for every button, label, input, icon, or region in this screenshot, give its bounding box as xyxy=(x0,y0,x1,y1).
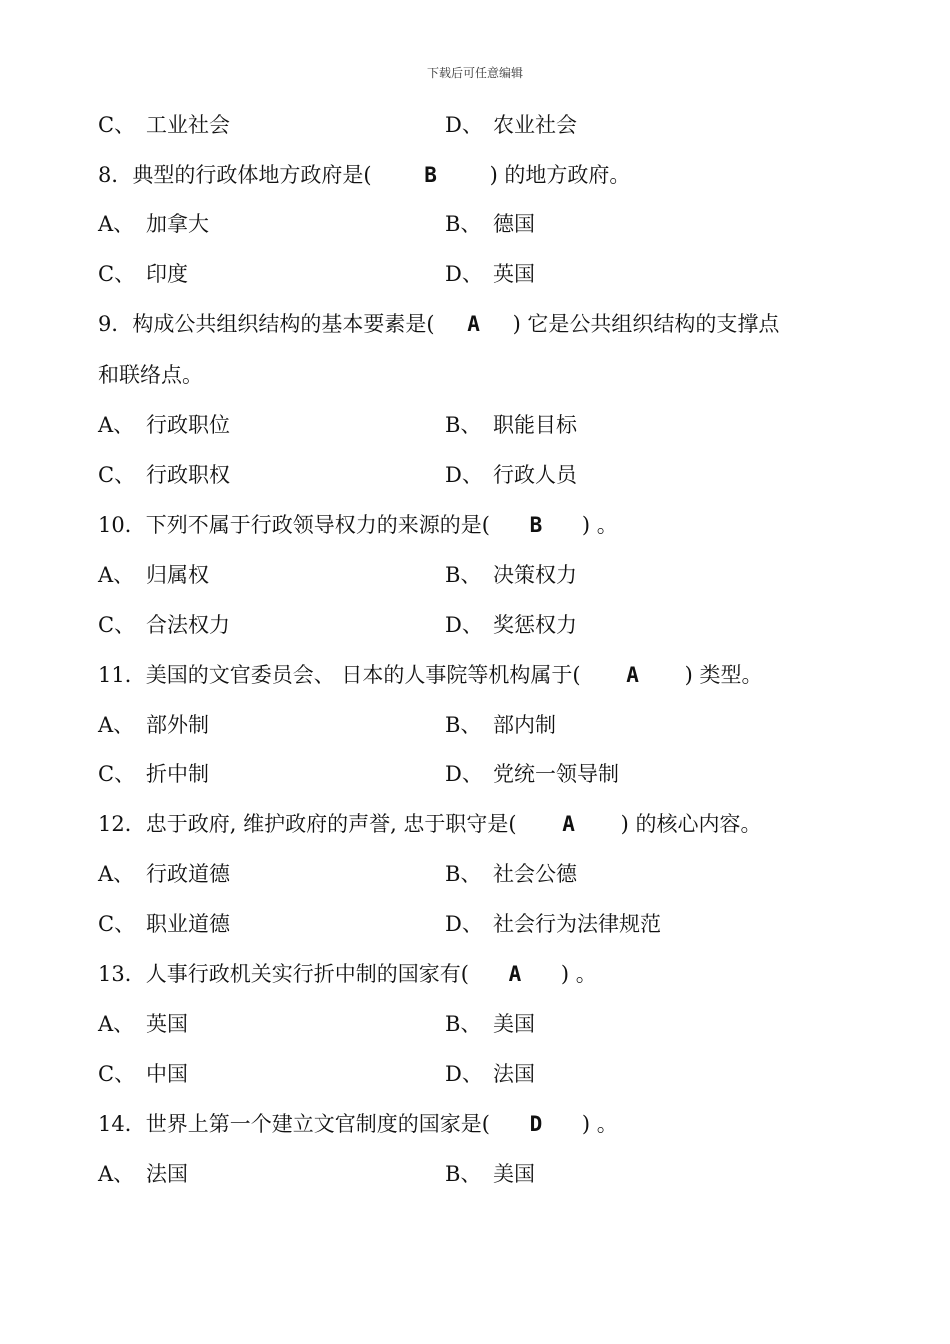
option-c xyxy=(98,909,230,939)
option-text: 英国 xyxy=(146,1012,188,1036)
option-b xyxy=(445,209,535,239)
option-b xyxy=(445,1159,535,1189)
option-letter: C、 xyxy=(98,613,136,637)
question-14 xyxy=(98,1109,618,1139)
option-letter: C、 xyxy=(98,912,136,936)
answer: B xyxy=(529,513,543,537)
option-text: 归属权 xyxy=(146,563,209,587)
question-9 xyxy=(98,309,779,339)
option-text: 英国 xyxy=(493,262,535,286)
option-letter: A、 xyxy=(98,563,135,587)
option-text: 法国 xyxy=(146,1162,188,1186)
answer: A xyxy=(467,312,480,336)
option-letter: C、 xyxy=(98,1062,136,1086)
option-text: 奖惩权力 xyxy=(493,613,577,637)
option-letter: D、 xyxy=(445,1062,483,1086)
option-letter: D、 xyxy=(445,613,483,637)
option-text: 法国 xyxy=(493,1062,535,1086)
answer: D xyxy=(529,1112,543,1136)
option-c xyxy=(98,110,230,140)
option-text: 职业道德 xyxy=(146,912,230,936)
option-text: 决策权力 xyxy=(493,563,577,587)
question-text: 13．人事行政机关实行折中制的国家有( xyxy=(98,962,469,986)
option-b xyxy=(445,859,577,889)
option-letter: D、 xyxy=(445,262,483,286)
option-letter: B、 xyxy=(445,212,482,236)
option-text: 行政职位 xyxy=(146,413,230,437)
option-d xyxy=(445,909,661,939)
option-letter: C、 xyxy=(98,762,136,786)
option-text: 社会行为法律规范 xyxy=(493,912,661,936)
question-8 xyxy=(98,160,630,190)
option-text: 行政道德 xyxy=(146,862,230,886)
option-letter: B、 xyxy=(445,413,482,437)
option-d xyxy=(445,610,577,640)
question-12 xyxy=(98,809,762,839)
option-text: 农业社会 xyxy=(493,113,577,137)
option-a xyxy=(98,209,209,239)
option-a xyxy=(98,560,209,590)
option-b xyxy=(445,1009,535,1039)
option-text: 合法权力 xyxy=(146,613,230,637)
option-a xyxy=(98,1009,188,1039)
option-text: 加拿大 xyxy=(146,212,209,236)
option-letter: D、 xyxy=(445,113,483,137)
question-11 xyxy=(98,660,762,690)
question-13 xyxy=(98,959,597,989)
option-a xyxy=(98,410,230,440)
option-letter: B、 xyxy=(445,563,482,587)
option-letter: D、 xyxy=(445,762,483,786)
option-text: 部内制 xyxy=(493,713,556,737)
question-text-tail: ) 。 xyxy=(581,513,618,537)
option-text: 中国 xyxy=(146,1062,188,1086)
question-text-tail: ) 。 xyxy=(560,962,597,986)
option-b xyxy=(445,710,556,740)
option-text: 美国 xyxy=(493,1012,535,1036)
option-letter: D、 xyxy=(445,463,483,487)
option-c xyxy=(98,259,188,289)
option-letter: B、 xyxy=(445,1012,482,1036)
option-letter: A、 xyxy=(98,212,135,236)
question-text-tail: ) 类型。 xyxy=(684,663,763,687)
option-text: 工业社会 xyxy=(146,113,230,137)
question-10 xyxy=(98,510,618,540)
option-text: 部外制 xyxy=(146,713,209,737)
question-text: 8．典型的行政体地方政府是( xyxy=(98,163,372,187)
question-text-tail: ) 。 xyxy=(581,1112,618,1136)
option-a xyxy=(98,1159,188,1189)
option-a xyxy=(98,710,209,740)
question-text-tail: ) 的地方政府。 xyxy=(489,163,631,187)
option-text: 折中制 xyxy=(146,762,209,786)
option-text: 社会公德 xyxy=(493,862,577,886)
option-c xyxy=(98,759,209,789)
option-text: 行政人员 xyxy=(493,463,577,487)
option-d xyxy=(445,259,535,289)
question-text: 14．世界上第一个建立文官制度的国家是( xyxy=(98,1112,490,1136)
option-letter: A、 xyxy=(98,862,135,886)
answer: A xyxy=(562,812,575,836)
option-text: 德国 xyxy=(493,212,535,236)
question-text: 11．美国的文官委员会、 日本的人事院等机构属于( xyxy=(98,663,581,687)
page-header: 下载后可任意编辑 xyxy=(426,66,523,80)
question-text: 12．忠于政府, 维护政府的声誉, 忠于职守是( xyxy=(98,812,517,836)
option-d xyxy=(445,110,577,140)
option-c xyxy=(98,1059,188,1089)
option-letter: A、 xyxy=(98,413,135,437)
option-letter: C、 xyxy=(98,262,136,286)
question-9-continued: 和联络点。 xyxy=(98,363,203,387)
option-text: 职能目标 xyxy=(493,413,577,437)
option-letter: C、 xyxy=(98,113,136,137)
option-d xyxy=(445,1059,535,1089)
answer: A xyxy=(626,663,639,687)
option-c xyxy=(98,460,230,490)
option-d xyxy=(445,460,577,490)
option-b xyxy=(445,410,577,440)
option-letter: C、 xyxy=(98,463,136,487)
option-letter: B、 xyxy=(445,1162,482,1186)
option-text: 行政职权 xyxy=(146,463,230,487)
option-text: 党统一领导制 xyxy=(493,762,619,786)
option-letter: B、 xyxy=(445,862,482,886)
option-letter: B、 xyxy=(445,713,482,737)
option-letter: D、 xyxy=(445,912,483,936)
answer: A xyxy=(508,962,522,986)
option-text: 美国 xyxy=(493,1162,535,1186)
option-letter: A、 xyxy=(98,1162,135,1186)
option-letter: A、 xyxy=(98,713,135,737)
option-b xyxy=(445,560,577,590)
answer: B xyxy=(424,163,437,187)
option-c xyxy=(98,610,230,640)
option-d xyxy=(445,759,619,789)
question-text-tail: ) 它是公共组织结构的支撑点 xyxy=(512,312,780,336)
option-text: 印度 xyxy=(146,262,188,286)
question-text: 10．下列不属于行政领导权力的来源的是( xyxy=(98,513,490,537)
option-a xyxy=(98,859,230,889)
option-letter: A、 xyxy=(98,1012,135,1036)
question-text-tail: ) 的核心内容。 xyxy=(620,812,762,836)
question-text: 9．构成公共组织结构的基本要素是( xyxy=(98,312,435,336)
